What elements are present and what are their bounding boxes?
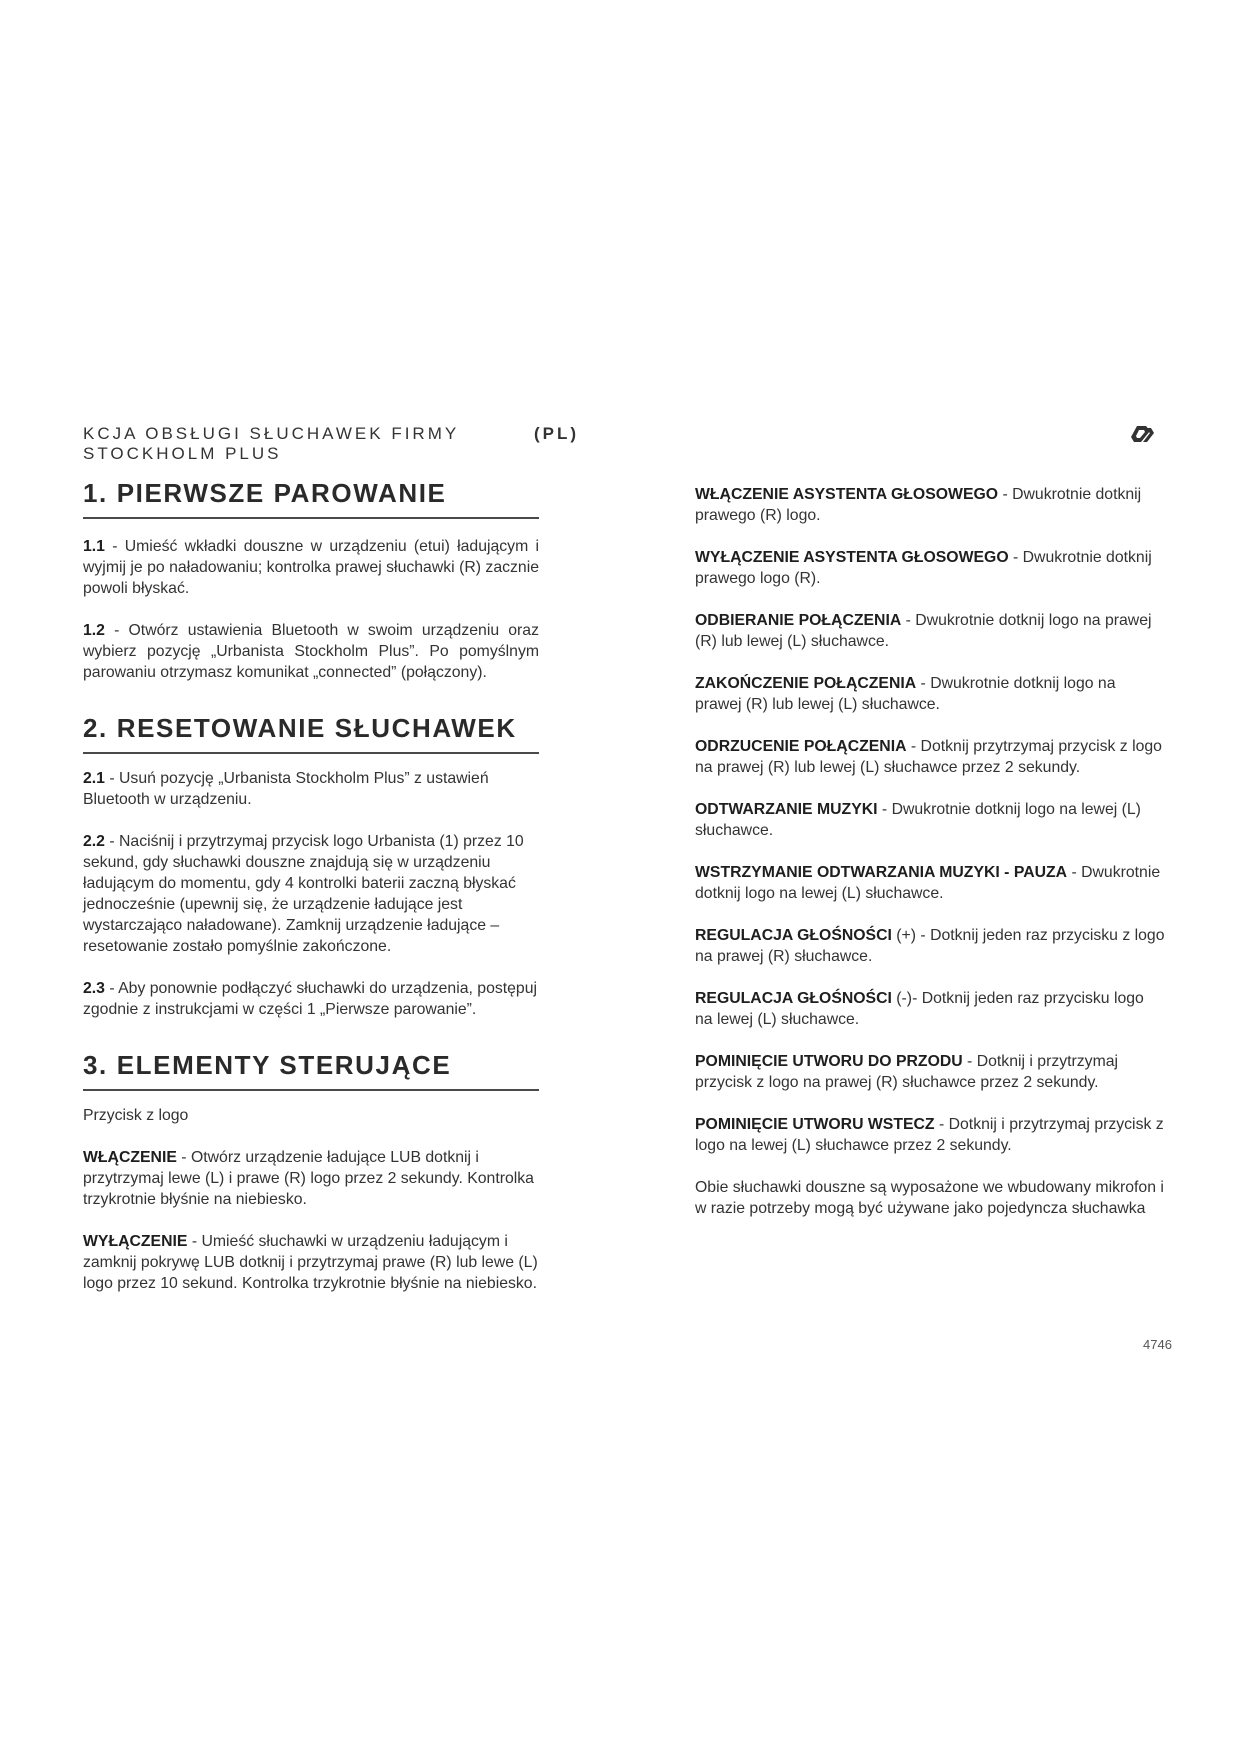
control-item: REGULACJA GŁOŚNOŚCI (+) - Dotknij jeden raz przycisku z logo na prawej (R) słuchawce.	[695, 927, 1165, 965]
microphone-note: Obie słuchawki douszne są wyposażone we wbudowany mikrofon i w razie potrzeby mogą być używane jako pojedyncza słuchawka	[695, 1179, 1164, 1217]
control-item: POMINIĘCIE UTWORU DO PRZODU - Dotknij i przytrzymaj przycisk z logo na prawej (R) słuchawce przez 2 sekundy.	[695, 1053, 1119, 1091]
control-item: ZAKOŃCZENIE POŁĄCZENIA - Dwukrotnie dotknij logo na prawej (R) lub lewej (L) słuchawce.	[695, 675, 1116, 713]
control-item: ODRZUCENIE POŁĄCZENIA - Dotknij przytrzymaj przycisk z logo na prawej (R) lub lewej (L) słuchawce przez 2 sekundy.	[695, 738, 1162, 776]
page-number: 4746	[1143, 1337, 1172, 1352]
left-column	[83, 478, 539, 1294]
paragraph-2-2: 2.2 - Naciśnij i przytrzymaj przycisk logo Urbanista (1) przez 10 sekund, gdy słuchawki douszne znajdują się w urządzeniu ładującym do momentu, gdy 4 kontrolki baterii zaczną błyskać jednocześnie (upewnij się, że urządzenie ładujące jest wystarczająco naładowane). Zamknij urządzenie ładujące – resetowanie zostało pomyślnie zakończone.	[83, 833, 524, 955]
control-item: WŁĄCZENIE ASYSTENTA GŁOSOWEGO - Dwukrotnie dotknij prawego (R) logo.	[695, 486, 1142, 524]
control-power-off: WYŁĄCZENIE - Umieść słuchawki w urządzeniu ładującym i zamknij pokrywę LUB dotknij i przytrzymaj prawe (R) lub lewe (L) logo przez 10 sekund. Kontrolka trzykrotnie błyśnie na niebiesko.	[83, 1233, 538, 1292]
control-item: POMINIĘCIE UTWORU WSTECZ - Dotknij i przytrzymaj przycisk z logo na lewej (L) słuchawce przez 2 sekundy.	[695, 1116, 1164, 1154]
section-title-pairing: 1. PIERWSZE PAROWANIE	[83, 478, 539, 519]
control-item: WSTRZYMANIE ODTWARZANIA MUZYKI - PAUZA - Dwukrotnie dotknij logo na lewej (L) słuchawce.	[695, 864, 1161, 902]
section-title-reset: 2. RESETOWANIE SŁUCHAWEK	[83, 713, 539, 754]
paragraph-2-3: 2.3 - Aby ponownie podłączyć słuchawki do urządzenia, postępuj zgodnie z instrukcjami w części 1 „Pierwsze parowanie”.	[83, 980, 538, 1018]
controls-subtitle: Przycisk z logo	[83, 1107, 189, 1124]
control-item: WYŁĄCZENIE ASYSTENTA GŁOSOWEGO - Dwukrotnie dotknij prawego logo (R).	[695, 549, 1152, 587]
right-column	[695, 484, 1165, 1240]
control-item: ODTWARZANIE MUZYKI - Dwukrotnie dotknij logo na lewej (L) słuchawce.	[695, 801, 1141, 839]
control-power-on: WŁĄCZENIE - Otwórz urządzenie ładujące LUB dotknij i przytrzymaj lewe (L) i prawe (R) logo przez 2 sekundy. Kontrolka trzykrotnie błyśnie na niebiesko.	[83, 1149, 534, 1208]
language-badge: (PL)	[534, 424, 580, 443]
section-title-controls: 3. ELEMENTY STERUJĄCE	[83, 1050, 539, 1091]
control-item: REGULACJA GŁOŚNOŚCI (-)- Dotknij jeden raz przycisku logo na lewej (L) słuchawce.	[695, 990, 1144, 1028]
control-item: ODBIERANIE POŁĄCZENIA - Dwukrotnie dotknij logo na prawej (R) lub lewej (L) słuchawce.	[695, 612, 1152, 650]
paragraph-2-1: 2.1 - Usuń pozycję „Urbanista Stockholm Plus” z ustawień Bluetooth w urządzeniu.	[83, 770, 489, 808]
paragraph-1-2: 1.2 - Otwórz ustawienia Bluetooth w swoim urządzeniu oraz wybierz pozycję „Urbanista Stockholm Plus”. Po pomyślnym parowaniu otrzymasz komunikat „connected” (połączony).	[83, 622, 539, 681]
paragraph-1-1: 1.1 - Umieść wkładki douszne w urządzeniu (etui) ładującym i wyjmij je po naładowaniu; kontrolka prawej słuchawki (R) zacznie powoli błyskać.	[83, 538, 539, 597]
urbanista-logo-icon	[1129, 423, 1155, 445]
document-title: KCJA OBSŁUGI SŁUCHAWEK FIRMY STOCKHOLM PLUS	[83, 424, 460, 463]
